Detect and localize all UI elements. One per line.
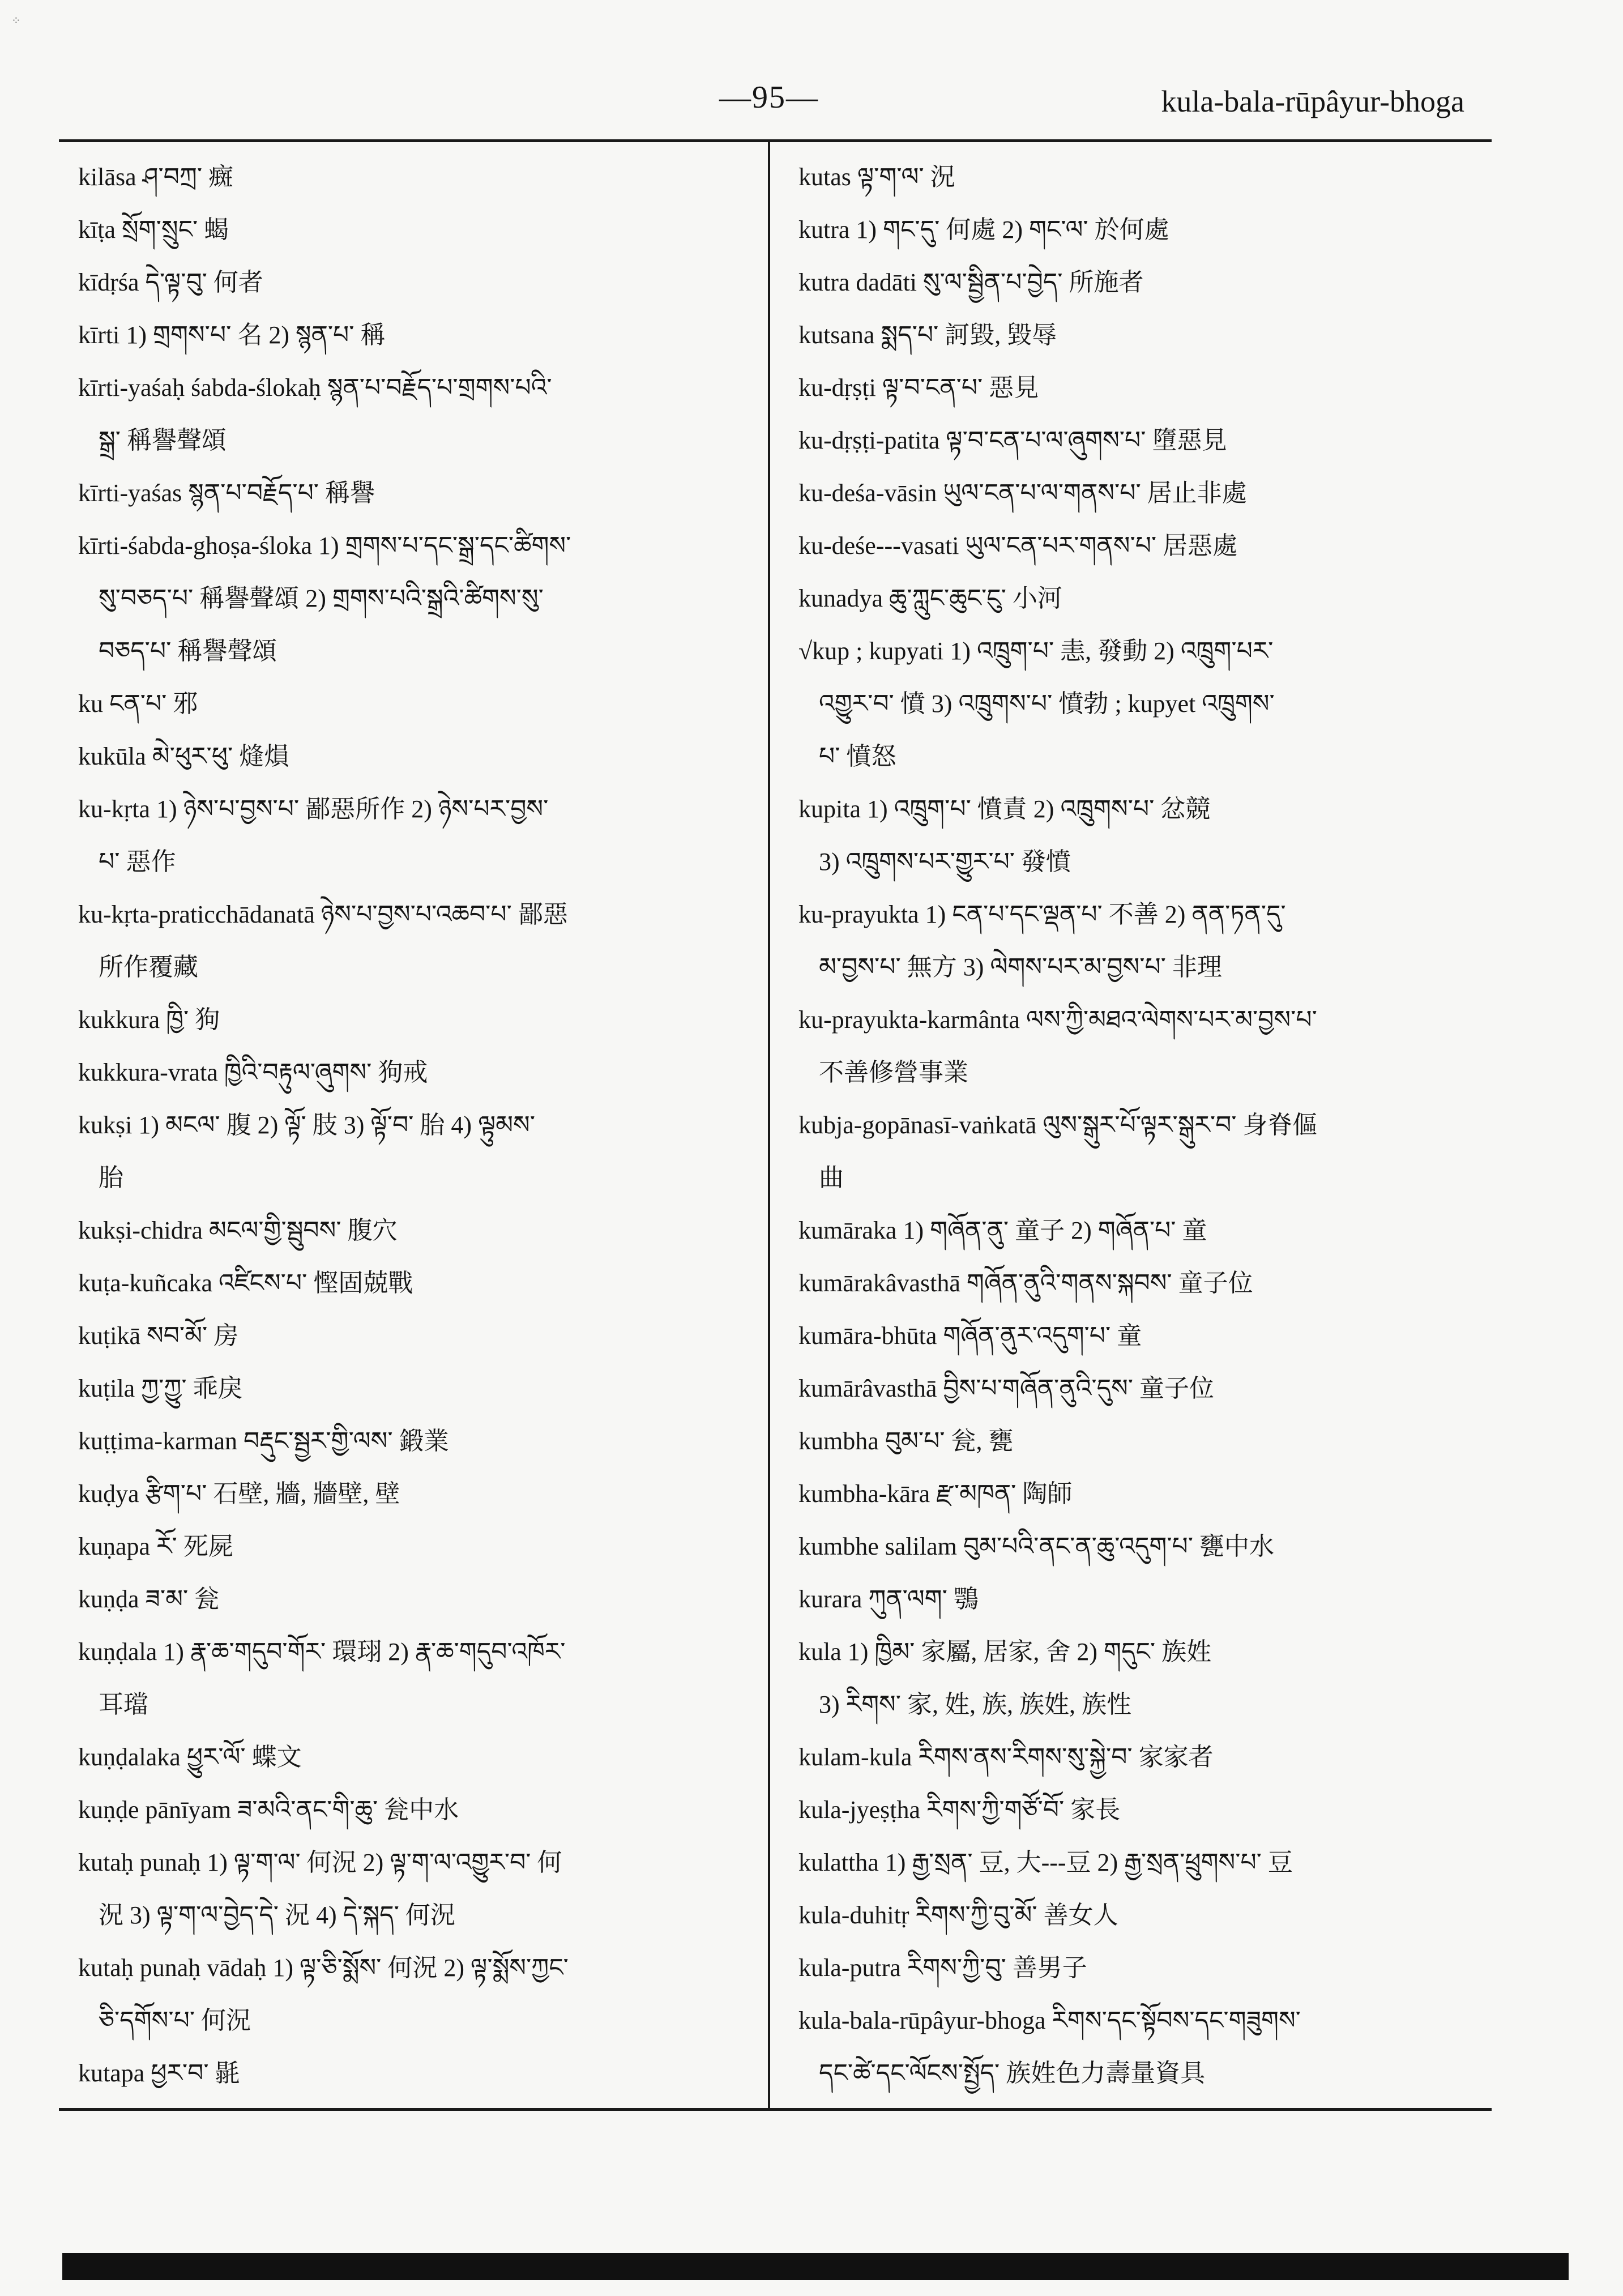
dictionary-entry xyxy=(798,361,1495,414)
left-column xyxy=(78,151,775,2099)
dictionary-entry xyxy=(798,1415,1495,1467)
dictionary-entry xyxy=(78,151,775,203)
dictionary-entry xyxy=(78,2047,775,2099)
dictionary-entry xyxy=(798,730,1495,783)
scan-speck: ⁘ xyxy=(11,15,21,27)
entry-line: kutapa ཕྱར་བ་ 毾 xyxy=(78,2059,240,2087)
dictionary-entry xyxy=(798,1783,1495,1836)
entry-line: kumbhe salilam བུམ་པའི་ནང་ན་ཆུ་འདུག་པ་ 甕中水 xyxy=(798,1533,1274,1560)
dictionary-entry xyxy=(78,1941,775,2047)
entry-line: kuṇḍe pānīyam ཟ་མའི་ནང་གི་ཆུ་ 瓮中水 xyxy=(78,1796,459,1824)
dictionary-entry xyxy=(78,1520,775,1573)
entry-line: kutaḥ punaḥ vādaḥ 1) ལྟ་ཅི་སྨོས་ 何況 2) ལྟ་སྨོས་ཀྱང་ xyxy=(78,1954,569,1982)
entry-line: kumārâvasthā བྱིས་པ་གཞོན་ནུའི་དུས་ 童子位 xyxy=(798,1375,1215,1402)
entry-continuation-line: ཅི་དགོས་པ་ 何況 xyxy=(99,2007,251,2034)
dictionary-entry xyxy=(78,1257,775,1309)
entry-line: kīrti 1) གྲགས་པ་ 名 2) སྙན་པ་ 稱 xyxy=(78,321,386,349)
entry-line: kulattha 1) རྒྱ་སྲན་ 豆, 大---豆 2) རྒྱ་སྲན་ཕྲུགས་པ་ 豆 xyxy=(798,1849,1293,1876)
dictionary-entry xyxy=(798,1889,1495,1941)
dictionary-entry xyxy=(798,625,1495,730)
dictionary-entry xyxy=(798,1573,1495,1625)
entry-line: kurara ཀུན་ལག་ 鶚 xyxy=(798,1585,979,1613)
entry-continuation-line: 3) རིགས་ 家, 姓, 族, 族姓, 族性 xyxy=(819,1691,1131,1718)
entry-line: kuḍya རྩིག་པ་ 石壁, 牆, 牆壁, 壁 xyxy=(78,1480,400,1508)
running-head: kula-bala-rūpâyur-bhoga xyxy=(1161,84,1464,118)
entry-line: kumāraka 1) གཞོན་ནུ་ 童子 2) གཞོན་པ་ 童 xyxy=(798,1217,1207,1244)
dictionary-entry xyxy=(798,1941,1495,1994)
entry-line: ku-prayukta 1) ངན་པ་དང་ལྡན་པ་ 不善 2) ནན་ཏན་དུ་ xyxy=(798,901,1286,928)
entry-line: kuṭṭima-karman བརྡུང་སྦྱར་གྱི་ལས་ 鍛業 xyxy=(78,1427,449,1455)
entry-line: kuṇḍa ཟ་མ་ 瓮 xyxy=(78,1585,220,1613)
entry-line: kupita 1) འཁྲུག་པ་ 憤責 2) འཁྲུགས་པ་ 忿競 xyxy=(798,795,1211,823)
entry-continuation-line: པ་ 憤怒 xyxy=(819,742,896,770)
entry-line: kutaḥ punaḥ 1) ལྟ་ག་ལ་ 何況 2) ལྟ་ག་ལ་འགྱུར་བ་ 何 xyxy=(78,1849,562,1876)
entry-continuation-line: པ་ 惡作 xyxy=(99,848,176,876)
entry-line: ku-kṛta 1) ཉེས་པ་བྱས་པ་ 鄙惡所作 2) ཉེས་པར་བྱས་ xyxy=(78,795,549,823)
dictionary-entry xyxy=(798,1467,1495,1520)
entry-continuation-line: 3) འཁྲུགས་པར་གྱུར་པ་ 發憤 xyxy=(819,848,1071,876)
dictionary-entry xyxy=(78,361,775,467)
dictionary-entry xyxy=(78,1204,775,1257)
entry-line: kumārakâvasthā གཞོན་ནུའི་གནས་སྐབས་ 童子位 xyxy=(798,1269,1253,1297)
dictionary-entry xyxy=(798,1836,1495,1889)
entry-line: ku ངན་པ་ 邪 xyxy=(78,690,198,718)
entry-continuation-line: བཅད་པ་ 稱譽聲頌 xyxy=(99,637,277,665)
dictionary-entry xyxy=(78,1309,775,1362)
entry-line: ku-dṛṣṭi-patita ལྟ་བ་ངན་པ་ལ་ཞུགས་པ་ 墮惡見 xyxy=(798,426,1227,454)
entry-line: kukkura ཁྱི་ 狗 xyxy=(78,1006,220,1034)
entry-line: kula-jyeṣṭha རིགས་ཀྱི་གཙོ་བོ་ 家長 xyxy=(798,1796,1121,1824)
dictionary-entry xyxy=(798,993,1495,1099)
entry-line: kunadya ཆུ་ཀླུང་ཆུང་ངུ་ 小河 xyxy=(798,584,1062,612)
dictionary-entry xyxy=(78,783,775,888)
entry-line: ku-dṛṣṭi ལྟ་བ་ངན་པ་ 惡見 xyxy=(798,374,1039,402)
dictionary-entry xyxy=(78,1467,775,1520)
dictionary-entry xyxy=(798,1362,1495,1415)
dictionary-entry xyxy=(78,256,775,309)
dictionary-entry xyxy=(798,467,1495,519)
entry-line: kuṭila ཀྱ་ཀྱུ་ 乖戾 xyxy=(78,1375,243,1402)
entry-line: kula 1) ཁྱིམ་ 家屬, 居家, 舍 2) གདུང་ 族姓 xyxy=(798,1638,1212,1666)
dictionary-entry xyxy=(798,1257,1495,1309)
entry-line: kukkura-vrata ཁྱིའི་བརྟུལ་ཞུགས་ 狗戒 xyxy=(78,1059,428,1086)
dictionary-entry xyxy=(78,1046,775,1099)
entry-continuation-line: 胎 xyxy=(99,1164,123,1192)
dictionary-entry xyxy=(798,151,1495,203)
entry-line: kubja-gopānasī-vaṅkatā ལུས་སྒུར་པོ་ལྟར་སྒུར་བ་ 身脊傴 xyxy=(798,1111,1318,1139)
entry-line: kīrti-yaśas སྙན་པ་བརྗོད་པ་ 稱譽 xyxy=(78,479,375,507)
entry-line: kilāsa ཤ་བཀྲ་ 癍 xyxy=(78,163,234,191)
bottom-rule xyxy=(59,2108,1492,2111)
entry-continuation-line: སྒྲ་ 稱譽聲頌 xyxy=(99,426,227,454)
entry-line: kutas ལྟ་ག་ལ་ 況 xyxy=(798,163,955,191)
entry-line: kula-duhitṛ རིགས་ཀྱི་བུ་མོ་ 善女人 xyxy=(798,1901,1118,1929)
entry-line: ku-prayukta-karmânta ལས་ཀྱི་མཐའ་ལེགས་པར་མ་བྱས་པ་ xyxy=(798,1006,1317,1034)
entry-line: kīrti-śabda-ghoṣa-śloka 1) གྲགས་པ་དང་སྒྲ་དང་ཚིགས་ xyxy=(78,532,571,560)
dictionary-entry xyxy=(798,1625,1495,1731)
dictionary-entry xyxy=(78,1783,775,1836)
dictionary-entry xyxy=(798,888,1495,993)
dictionary-entry xyxy=(78,993,775,1046)
dictionary-entry xyxy=(78,519,775,625)
entry-line: kutsana སྨད་པ་ 訶毀, 毀辱 xyxy=(798,321,1057,349)
dictionary-entry xyxy=(78,1731,775,1783)
dictionary-entry xyxy=(78,1362,775,1415)
dictionary-entry xyxy=(798,1731,1495,1783)
dictionary-entry xyxy=(78,467,775,519)
entry-line: kuṭa-kuñcaka འཛིངས་པ་ 慳固兢戰 xyxy=(78,1269,413,1297)
entry-line: kuṇapa རོ་ 死屍 xyxy=(78,1533,233,1560)
entry-line: kīrti-yaśaḥ śabda-ślokaḥ སྙན་པ་བརྗོད་པ་གྲགས་པའི་ xyxy=(78,374,552,402)
entry-line: kukūla མེ་ཕུར་ཕུ་ 熢熉 xyxy=(78,742,289,770)
entry-continuation-line: 況 3) ལྟ་ག་ལ་བྱེད་དེ་ 況 4) དེ་སྐད་ 何況 xyxy=(99,1901,455,1929)
entry-line: kukṣi 1) མངལ་ 腹 2) ལྟོ་ 肢 3) ལྟོ་བ་ 胎 4) ལྟུམས་ xyxy=(78,1111,535,1139)
entry-continuation-line: 曲 xyxy=(819,1164,844,1192)
dictionary-entry xyxy=(78,1415,775,1467)
entry-continuation-line: སུ་བཅད་པ་ 稱譽聲頌 2) གྲགས་པའི་སྒྲའི་ཚིགས་སུ་ xyxy=(99,584,544,612)
dictionary-entry xyxy=(78,625,775,677)
dictionary-entry xyxy=(798,414,1495,467)
dictionary-entry xyxy=(78,1573,775,1625)
entry-continuation-line: 不善修營事業 xyxy=(819,1059,968,1086)
entry-continuation-line: དང་ཚེ་དང་ལོངས་སྤྱོད་ 族姓色力壽量資具 xyxy=(819,2059,1206,2087)
entry-line: kuṭikā སབ་མོ་ 房 xyxy=(78,1322,239,1350)
dictionary-entry xyxy=(798,572,1495,625)
entry-line: ku-kṛta-praticchādanatā ཉེས་པ་བྱས་པ་འཆབ་པ་ 鄙惡 xyxy=(78,901,568,928)
entry-continuation-line: 所作覆藏 xyxy=(99,953,198,981)
dictionary-entry xyxy=(798,519,1495,572)
entry-line: kumāra-bhūta གཞོན་ནུར་འདུག་པ་ 童 xyxy=(798,1322,1142,1350)
dictionary-entry xyxy=(798,309,1495,361)
entry-line: √kup ; kupyati 1) འཁྲུག་པ་ 恚, 發動 2) འཁྲུག་པར་ xyxy=(798,637,1274,665)
dictionary-entry xyxy=(798,256,1495,309)
right-column xyxy=(798,151,1495,2099)
dictionary-entry xyxy=(78,309,775,361)
entry-line: kumbha བུམ་པ་ 瓮, 甕 xyxy=(798,1427,1014,1455)
entry-line: kulam-kula རིགས་ནས་རིགས་སུ་སྐྱེ་བ་ 家家者 xyxy=(798,1743,1214,1771)
dictionary-entry xyxy=(78,1625,775,1731)
dictionary-entry xyxy=(78,888,775,993)
entry-continuation-line: མ་བྱས་པ་ 無方 3) ལེགས་པར་མ་བྱས་པ་ 非理 xyxy=(819,953,1222,981)
dictionary-entry xyxy=(78,730,775,783)
entry-line: kutra 1) གང་དུ་ 何處 2) གང་ལ་ 於何處 xyxy=(798,216,1169,244)
page-number: —95— xyxy=(719,80,819,115)
dictionary-entry xyxy=(798,1099,1495,1204)
dictionary-entry xyxy=(78,1836,775,1941)
top-rule xyxy=(59,139,1492,142)
entry-continuation-line: 耳璫 xyxy=(99,1691,148,1718)
entry-line: ku-deśe---vasati ཡུལ་ངན་པར་གནས་པ་ 居惡處 xyxy=(798,532,1238,560)
entry-continuation-line: འགྱུར་བ་ 憤 3) འཁྲུགས་པ་ 憤勃 ; kupyet འཁྲུགས་ xyxy=(819,690,1275,718)
dictionary-entry xyxy=(78,1099,775,1204)
scan-edge-band xyxy=(62,2253,1569,2280)
dictionary-entry xyxy=(798,1309,1495,1362)
entry-line: kīdṛśa དེ་ལྟ་བུ་ 何者 xyxy=(78,268,263,296)
dictionary-entry xyxy=(798,203,1495,256)
entry-line: kula-putra རིགས་ཀྱི་བུ་ 善男子 xyxy=(798,1954,1087,1982)
entry-line: kukṣi-chidra མངལ་གྱི་སྦུབས་ 腹穴 xyxy=(78,1217,398,1244)
entry-line: ku-deśa-vāsin ཡུལ་ངན་པ་ལ་གནས་པ་ 居止非處 xyxy=(798,479,1247,507)
dictionary-entry xyxy=(798,783,1495,888)
entry-line: kuṇḍalaka ཕྱུར་ལོ་ 蝶文 xyxy=(78,1743,302,1771)
dictionary-entry xyxy=(798,1204,1495,1257)
dictionary-entry xyxy=(78,677,775,730)
entry-line: kumbha-kāra རྫ་མཁན་ 陶師 xyxy=(798,1480,1073,1508)
entry-line: kīṭa སྲོག་སྲུང་ 蝎 xyxy=(78,216,229,244)
dictionary-entry xyxy=(798,1520,1495,1573)
entry-line: kuṇḍala 1) རྣ་ཆ་གདུབ་གོར་ 環珝 2) རྣ་ཆ་གདུབ་འཁོར་ xyxy=(78,1638,566,1666)
entry-line: kutra dadāti སུ་ལ་སྦྱིན་པ་བྱེད་ 所施者 xyxy=(798,268,1144,296)
dictionary-entry xyxy=(798,1994,1495,2099)
dictionary-entry xyxy=(78,203,775,256)
entry-line: kula-bala-rūpâyur-bhoga རིགས་དང་སྟོབས་དང་གཟུགས་ xyxy=(798,2007,1301,2034)
